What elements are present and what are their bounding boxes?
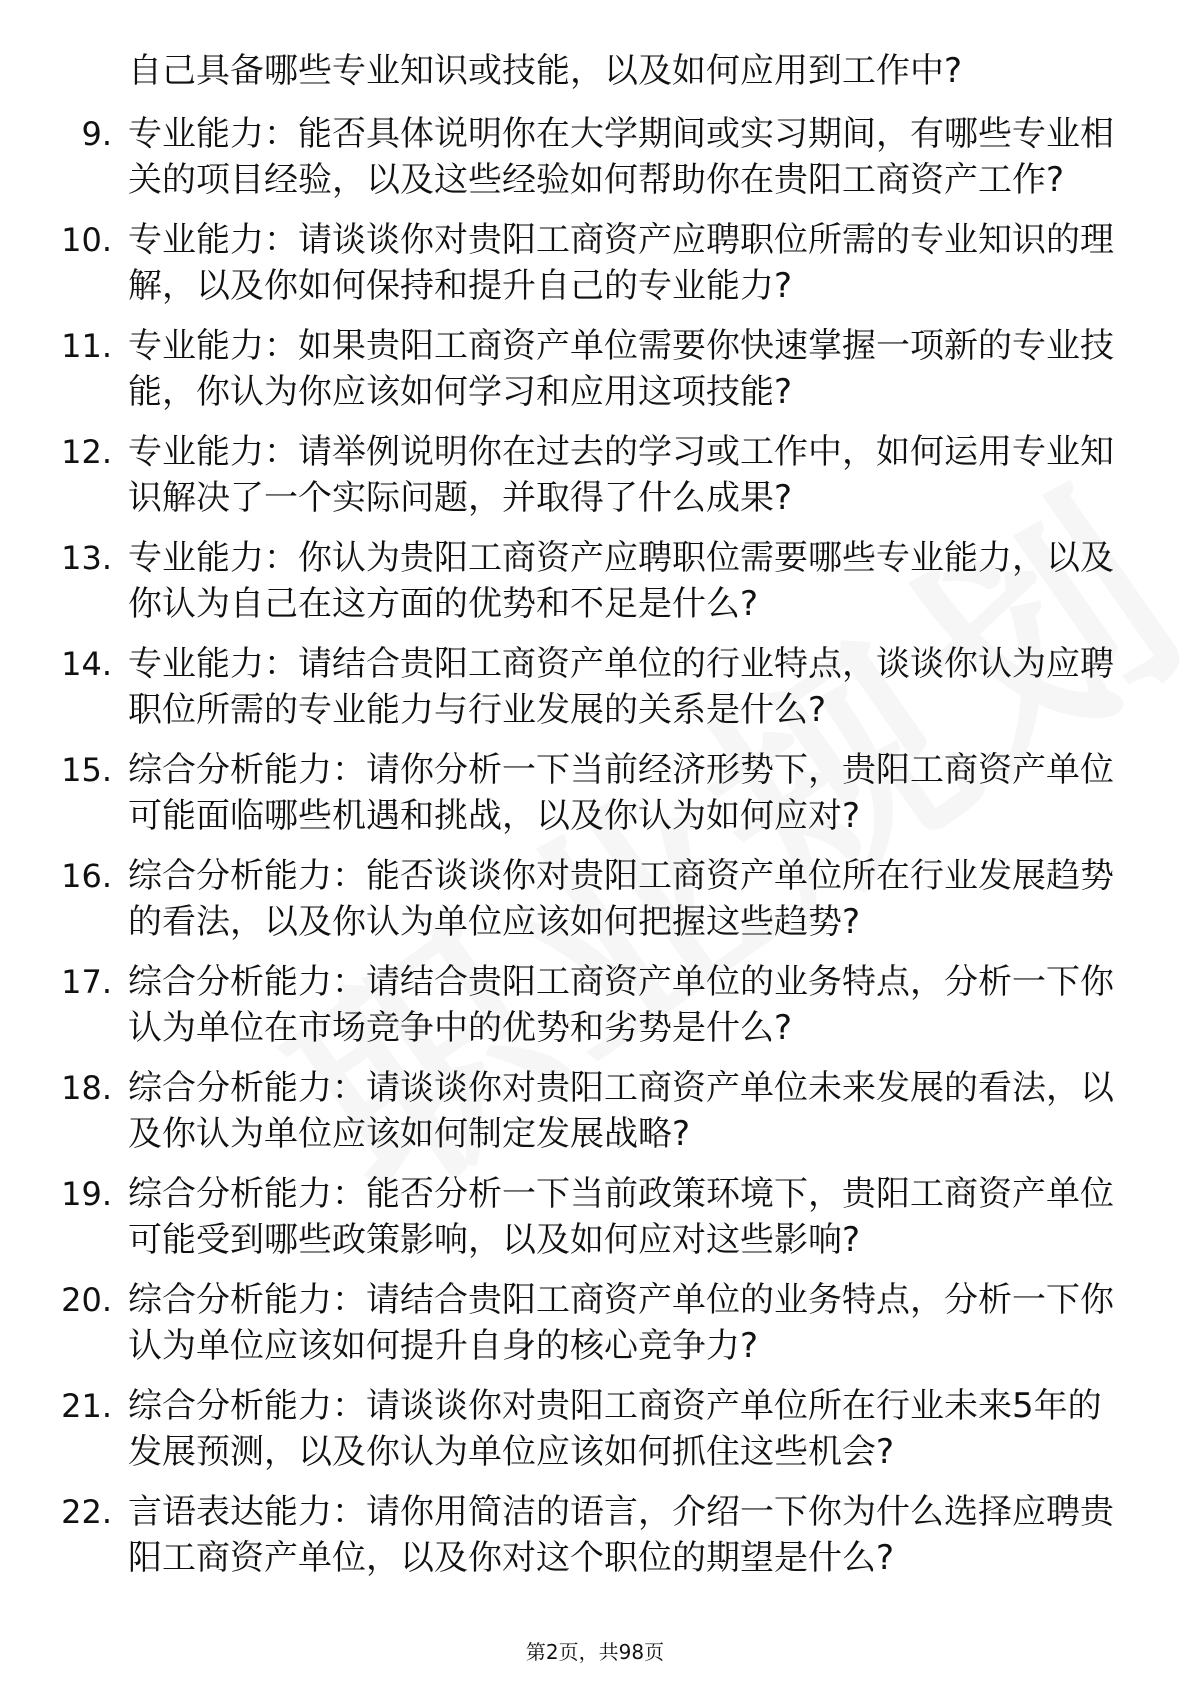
list-item [0,1065,1190,1157]
list-item [0,1277,1190,1369]
question-list [0,111,1190,1595]
question-number: 20. [61,1281,112,1319]
question-number: 17. [61,963,112,1001]
question-text: 综合分析能力：请结合贵阳工商资产单位的业务特点，分析一下你认为单位在市场竞争中的优势和劣势是什么? [128,962,1114,1048]
page-number-footer: 第2页，共98页 [525,1640,665,1664]
question-number: 21. [61,1387,112,1425]
list-item [0,1489,1190,1581]
question-number: 19. [61,1175,112,1213]
question-text: 专业能力：你认为贵阳工商资产应聘职位需要哪些专业能力，以及你认为自己在这方面的优势和不足是什么? [128,538,1114,624]
question-number: 14. [61,645,112,683]
list-item [0,1383,1190,1475]
question-text: 综合分析能力：能否分析一下当前政策环境下，贵阳工商资产单位可能受到哪些政策影响，以及如何应对这些影响? [128,1174,1114,1260]
question-number: 22. [61,1493,112,1531]
question-text: 综合分析能力：请谈谈你对贵阳工商资产单位所在行业未来5年的发展预测，以及你认为单位应该如何抓住这些机会? [128,1386,1102,1472]
list-item [0,217,1190,309]
question-text: 专业能力：请举例说明你在过去的学习或工作中，如何运用专业知识解决了一个实际问题，并取得了什么成果? [128,432,1114,518]
question-text: 专业能力：请谈谈你对贵阳工商资产应聘职位所需的专业知识的理解，以及你如何保持和提升自己的专业能力? [128,220,1114,306]
list-item [0,429,1190,521]
list-item [0,1171,1190,1263]
list-item [0,747,1190,839]
question-text: 专业能力：能否具体说明你在大学期间或实习期间，有哪些专业相关的项目经验，以及这些经验如何帮助你在贵阳工商资产工作? [128,114,1114,200]
question-number: 9. [81,115,112,153]
question-number: 10. [61,221,112,259]
question-text: 言语表达能力：请你用简洁的语言，介绍一下你为什么选择应聘贵阳工商资产单位，以及你对这个职位的期望是什么? [128,1492,1114,1578]
question-number: 18. [61,1069,112,1107]
list-item [0,111,1190,203]
question-number: 12. [61,433,112,471]
question-text: 专业能力：如果贵阳工商资产单位需要你快速掌握一项新的专业技能，你认为你应该如何学习和应用这项技能? [128,326,1114,412]
list-item [0,853,1190,945]
question-number: 13. [61,539,112,577]
list-item [0,641,1190,733]
question-number: 16. [61,857,112,895]
question-text: 专业能力：请结合贵阳工商资产单位的行业特点，谈谈你认为应聘职位所需的专业能力与行业发展的关系是什么? [128,644,1114,730]
question-number: 11. [61,327,112,365]
list-item [0,959,1190,1051]
question-text: 综合分析能力：请谈谈你对贵阳工商资产单位未来发展的看法，以及你认为单位应该如何制定发展战略? [128,1068,1114,1154]
question-text: 综合分析能力：请你分析一下当前经济形势下，贵阳工商资产单位可能面临哪些机遇和挑战，以及你认为如何应对? [128,750,1114,836]
question-text: 综合分析能力：能否谈谈你对贵阳工商资产单位所在行业发展趋势的看法，以及你认为单位应该如何把握这些趋势? [128,856,1114,942]
list-item [0,535,1190,627]
question-text: 综合分析能力：请结合贵阳工商资产单位的业务特点，分析一下你认为单位应该如何提升自身的核心竞争力? [128,1280,1114,1366]
list-item [0,323,1190,415]
question-number: 15. [61,751,112,789]
continued-question-text: 自己具备哪些专业知识或技能，以及如何应用到工作中? [128,51,963,91]
